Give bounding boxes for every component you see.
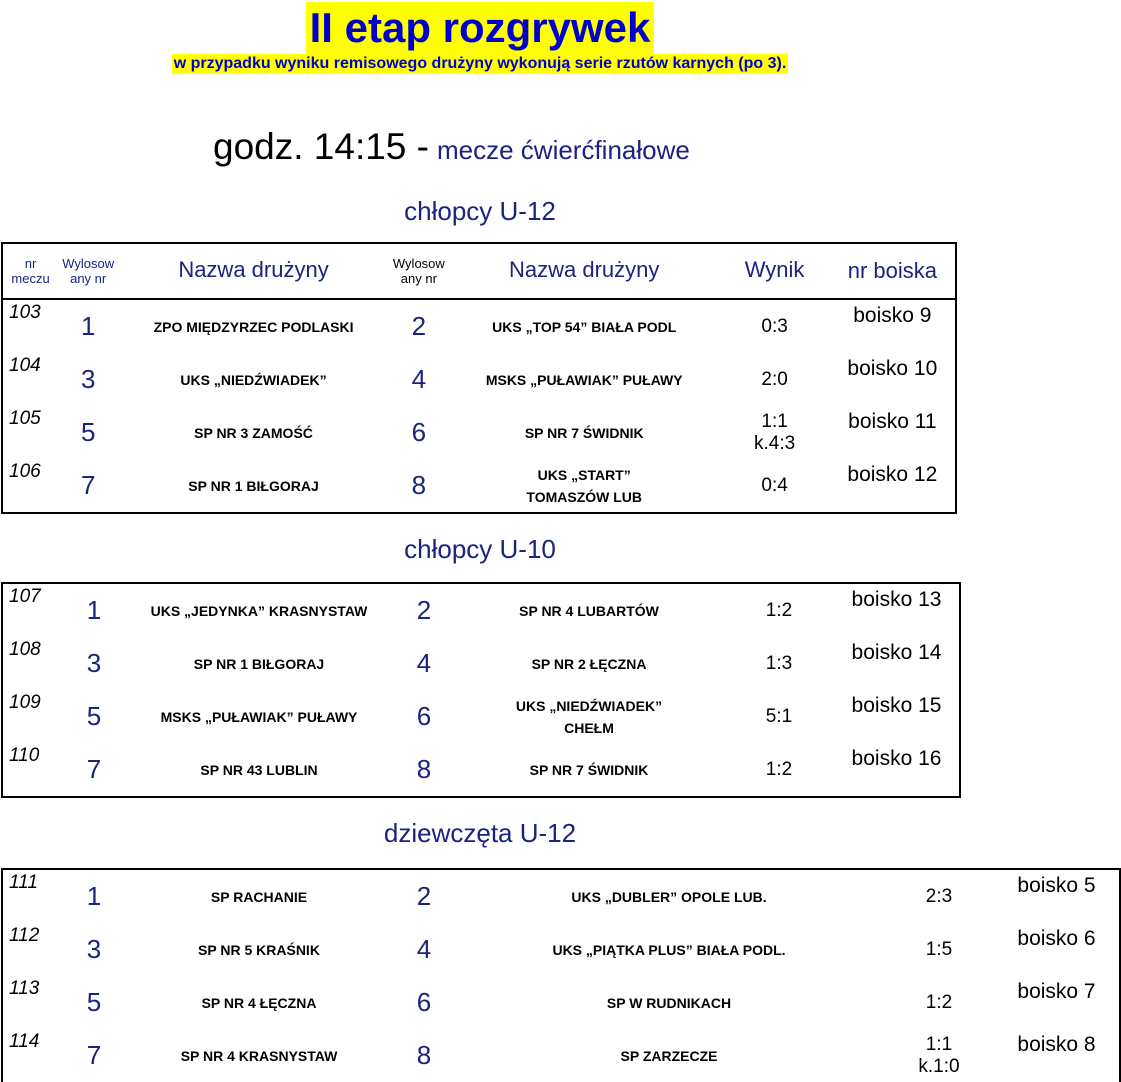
draw-nr-2: 4 — [416, 648, 432, 678]
draw-nr-2: 6 — [416, 701, 432, 731]
team-1: SP NR 5 KRAŚNIK — [198, 941, 320, 958]
col-score: Wynik — [719, 243, 829, 299]
field-nr: boisko 9 — [853, 304, 932, 327]
score: 1:1 k.1:0 — [884, 1029, 994, 1082]
team-2: UKS „START” TOMASZÓW LUB — [526, 466, 643, 505]
draw-nr-2: 8 — [411, 470, 427, 500]
field-nr: boisko 13 — [851, 588, 942, 611]
draw-note: w przypadku wyniku remisowego drużyny wykonują serie rzutów karnych (po 3). — [173, 55, 787, 72]
col-match-nr: nr meczu — [2, 243, 58, 299]
penalty-score: k.1:0 — [918, 1055, 960, 1077]
draw-note-wrap — [0, 54, 960, 74]
team-1: MSKS „PUŁAWIAK” PUŁAWY — [160, 708, 358, 725]
team-2: SP W RUDNIKACH — [606, 994, 732, 1011]
match-nr: 103 — [9, 302, 41, 323]
draw-nr-1: 1 — [86, 881, 102, 911]
draw-nr-2: 2 — [411, 311, 427, 341]
schedule-table-u10-boys — [1, 582, 961, 798]
score: 1:2 — [765, 758, 793, 780]
draw-nr-1: 1 — [80, 311, 96, 341]
section-title-u12-girls: dziewczęta U-12 — [383, 818, 577, 848]
draw-nr-1: 5 — [86, 701, 102, 731]
team-1: SP NR 4 KRASNYSTAW — [180, 1047, 338, 1064]
field-nr: boisko 6 — [1017, 927, 1096, 950]
draw-nr-1: 1 — [86, 595, 102, 625]
match-nr: 105 — [9, 408, 41, 429]
team-1: SP NR 4 ŁĘCZNA — [201, 994, 317, 1011]
col-field: nr boiska — [830, 243, 956, 299]
draw-nr-1: 3 — [86, 648, 102, 678]
col-draw-nr-1: Wylosow any nr — [58, 243, 118, 299]
team-1: SP NR 43 LUBLIN — [200, 761, 318, 778]
score: 0:3 — [761, 315, 788, 337]
team-1: SP NR 3 ZAMOŚĆ — [194, 424, 313, 441]
col-team-2: Nazwa drużyny — [449, 243, 720, 299]
schedule-table-u12-boys — [1, 242, 957, 514]
col-team-1: Nazwa drużyny — [118, 243, 389, 299]
field-nr: boisko 11 — [848, 410, 937, 433]
match-nr: 111 — [9, 872, 38, 893]
match-nr: 109 — [9, 692, 41, 713]
team-2: UKS „PIĄTKA PLUS” BIAŁA PODL. — [552, 941, 786, 958]
score: 1:3 — [765, 652, 793, 674]
score: 1:2 — [765, 599, 793, 621]
team-2: UKS „TOP 54” BIAŁA PODL — [492, 318, 677, 335]
score: 1:1 k.4:3 — [719, 406, 829, 459]
field-nr: boisko 5 — [1017, 874, 1096, 897]
table-row — [2, 583, 960, 637]
field-nr: boisko 10 — [847, 357, 938, 380]
time-line — [213, 126, 690, 168]
draw-nr-1: 3 — [86, 934, 102, 964]
draw-nr-2: 8 — [416, 754, 432, 784]
draw-nr-1: 7 — [80, 470, 96, 500]
team-2: MSKS „PUŁAWIAK” PUŁAWY — [485, 371, 683, 388]
team-2: SP ZARZECZE — [620, 1047, 718, 1064]
team-2: UKS „NIEDŹWIADEK” CHEŁM — [515, 697, 663, 736]
table-row — [2, 1029, 1120, 1082]
team-1: SP NR 1 BIŁGORAJ — [188, 477, 319, 494]
draw-nr-2: 2 — [416, 881, 432, 911]
draw-nr-1: 7 — [86, 754, 102, 784]
field-nr: boisko 15 — [851, 694, 942, 717]
score: 1:5 — [925, 938, 953, 960]
draw-nr-1: 5 — [80, 417, 96, 447]
score: 2:0 — [761, 368, 788, 390]
table-row — [2, 690, 960, 743]
section-title-u12-boys: chłopcy U-12 — [404, 196, 556, 226]
draw-nr-2: 6 — [416, 987, 432, 1017]
match-nr: 104 — [9, 355, 41, 376]
field-nr: boisko 7 — [1017, 980, 1096, 1003]
field-nr: boisko 16 — [851, 747, 942, 770]
field-nr: boisko 12 — [847, 463, 938, 486]
table-row — [2, 299, 956, 353]
match-nr: 106 — [9, 461, 41, 482]
draw-nr-1: 7 — [86, 1040, 102, 1070]
page-title: II etap rozgrywek — [306, 2, 655, 54]
score: 2:3 — [925, 885, 953, 907]
match-nr: 113 — [9, 978, 40, 999]
draw-nr-1: 3 — [80, 364, 96, 394]
table-row — [2, 637, 960, 690]
score: 1:2 — [925, 991, 953, 1013]
team-2: UKS „DUBLER” OPOLE LUB. — [571, 888, 767, 905]
section-title-u10-boys: chłopcy U-10 — [404, 534, 556, 564]
team-1: ZPO MIĘDZYRZEC PODLASKI — [153, 318, 354, 335]
table-row — [2, 976, 1120, 1029]
team-2: SP NR 4 LUBARTÓW — [519, 602, 659, 619]
draw-nr-2: 2 — [416, 595, 432, 625]
table-header — [2, 243, 956, 299]
table-row — [2, 743, 960, 797]
team-1: SP NR 1 BIŁGORAJ — [193, 655, 325, 672]
page-title-wrap — [0, 2, 960, 54]
col-draw-nr-2: Wylosow any nr — [389, 243, 449, 299]
team-1: UKS „NIEDŹWIADEK” — [180, 371, 327, 388]
team-2: SP NR 2 ŁĘCZNA — [531, 655, 647, 672]
team-1: UKS „JEDYNKA” KRASNYSTAW — [150, 602, 368, 619]
match-nr: 112 — [9, 925, 40, 946]
team-1: SP RACHANIE — [210, 888, 308, 905]
draw-nr-2: 8 — [416, 1040, 432, 1070]
table-row — [2, 459, 956, 513]
penalty-score: k.4:3 — [753, 432, 796, 454]
match-nr: 108 — [9, 639, 41, 660]
draw-nr-2: 4 — [416, 934, 432, 964]
draw-nr-2: 4 — [411, 364, 427, 394]
table-row — [2, 923, 1120, 976]
match-phase: mecze ćwierćfinałowe — [436, 135, 690, 165]
match-time: godz. 14:15 - — [213, 126, 429, 167]
draw-nr-2: 6 — [411, 417, 427, 447]
table-row — [2, 353, 956, 406]
match-nr: 114 — [9, 1031, 40, 1052]
schedule-table-u12-girls — [1, 868, 1121, 1082]
team-2: SP NR 7 ŚWIDNIK — [529, 761, 649, 778]
score: 5:1 — [765, 705, 793, 727]
field-nr: boisko 8 — [1017, 1033, 1096, 1056]
team-2: SP NR 7 ŚWIDNIK — [524, 424, 644, 441]
table-row — [2, 406, 956, 459]
score: 0:4 — [761, 474, 788, 496]
draw-nr-1: 5 — [86, 987, 102, 1017]
match-nr: 110 — [9, 745, 40, 766]
table-row — [2, 869, 1120, 923]
match-nr: 107 — [9, 586, 41, 607]
field-nr: boisko 14 — [851, 641, 942, 664]
